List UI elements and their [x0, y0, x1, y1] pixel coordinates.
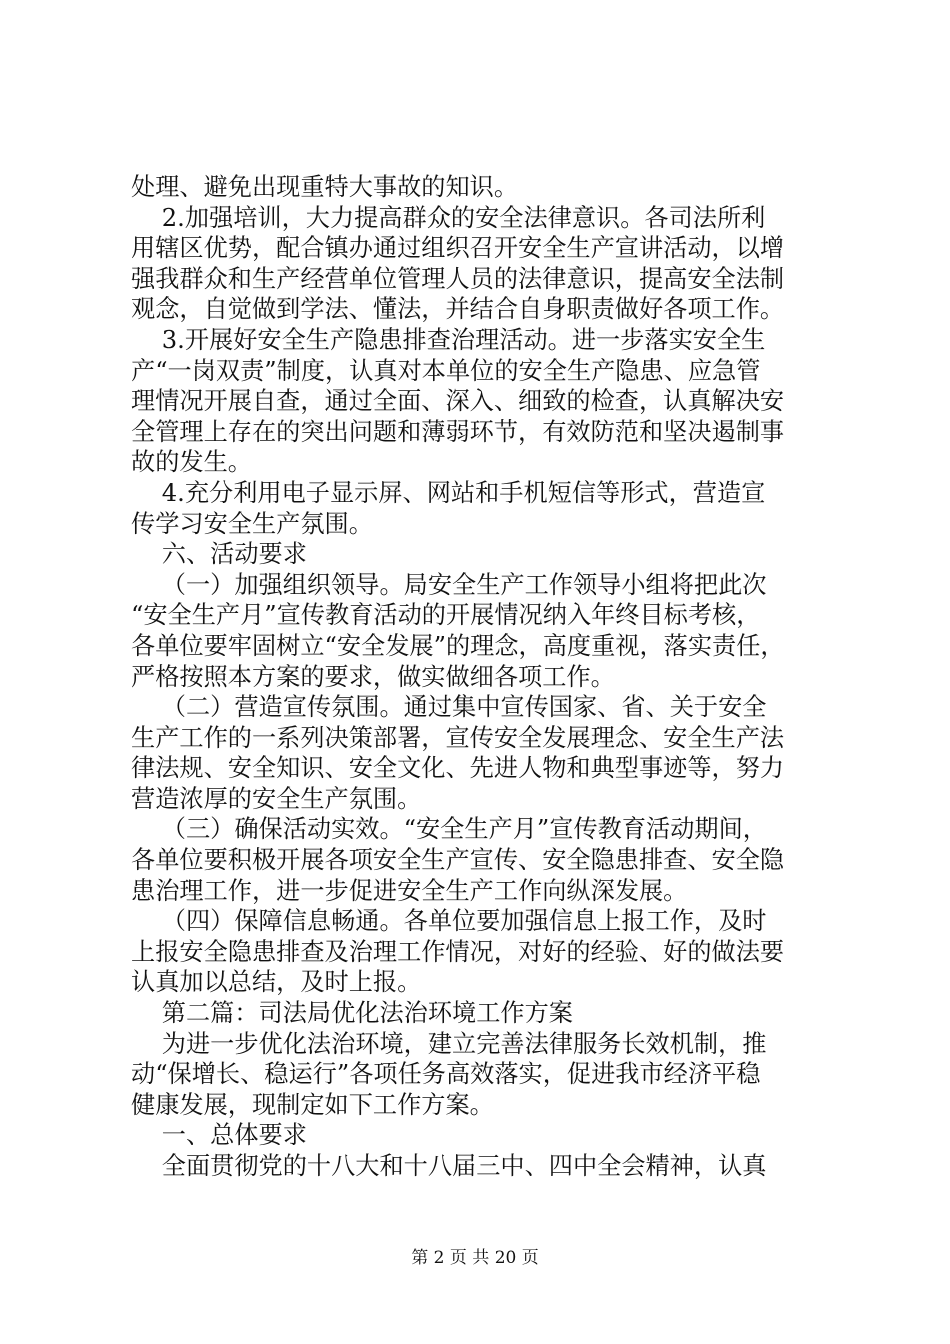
text-line: 2.加强培训，大力提高群众的安全法律意识。各司法所利: [131, 203, 766, 232]
text-line: （一）加强组织领导。局安全生产工作领导小组将把此次: [131, 570, 767, 599]
text-line: 故的发生。: [131, 448, 252, 477]
body-text: [131, 172, 835, 1182]
text-line: 营造浓厚的安全生产氛围。: [131, 784, 422, 813]
text-line: 律法规、安全知识、安全文化、先进人物和典型事迹等，努力: [131, 754, 785, 783]
text-line: “安全生产月”宣传教育活动的开展情况纳入年终目标考核，: [131, 601, 761, 630]
text-line: （四）保障信息畅通。各单位要加强信息上报工作，及时: [131, 907, 767, 936]
text-line: 强我群众和生产经营单位管理人员的法律意识，提高安全法制: [131, 264, 785, 293]
page-number: 第 2 页 共 20 页: [411, 1248, 539, 1268]
text-line: 上报安全隐患排查及治理工作情况，对好的经验、好的做法要: [131, 937, 785, 966]
text-line: 产“一岗双责”制度，认真对本单位的安全生产隐患、应急管: [131, 356, 761, 385]
text-line: 各单位要积极开展各项安全生产宣传、安全隐患排查、安全隐: [131, 846, 785, 875]
text-line: 观念，自觉做到学法、懂法，并结合自身职责做好各项工作。: [131, 295, 785, 324]
text-line: 生产工作的一系列决策部署，宣传安全发展理念、安全生产法: [131, 723, 785, 752]
text-line: 全管理上存在的突出问题和薄弱环节，有效防范和坚决遏制事: [131, 417, 785, 446]
text-line: （二）营造宣传氛围。通过集中宣传国家、省、关于安全: [131, 693, 767, 722]
page-footer: [0, 1243, 950, 1268]
text-line: 健康发展，现制定如下工作方案。: [131, 1090, 494, 1119]
text-line: （三）确保活动实效。“安全生产月”宣传教育活动期间，: [131, 815, 767, 844]
chapter-heading: 第二篇：司法局优化法治环境工作方案: [131, 999, 573, 1028]
text-line: 严格按照本方案的要求，做实做细各项工作。: [131, 662, 615, 691]
text-line: 动“保增长、稳运行”各项任务高效落实，促进我市经济平稳: [131, 1060, 761, 1089]
text-line: 3.开展好安全生产隐患排查治理活动。进一步落实安全生: [131, 325, 766, 354]
text-line: 为进一步优化法治环境，建立完善法律服务长效机制，推: [131, 1029, 767, 1058]
text-line: 理情况开展自查，通过全面、深入、细致的检查，认真解决安: [131, 387, 785, 416]
text-line: 用辖区优势，配合镇办通过组织召开安全生产宣讲活动，以增: [131, 234, 785, 263]
text-line: 各单位要牢固树立“安全发展”的理念，高度重视，落实责任，: [131, 631, 785, 660]
text-line: 传学习安全生产氛围。: [131, 509, 373, 538]
section-heading: 六、活动要求: [131, 540, 307, 569]
text-line: 认真加以总结，及时上报。: [131, 968, 422, 997]
text-line: 处理、避免出现重特大事故的知识。: [131, 173, 519, 201]
text-line: 全面贯彻党的十八大和十八届三中、四中全会精神，认真: [131, 1152, 767, 1180]
section-heading: 一、总体要求: [131, 1121, 307, 1150]
text-line: 患治理工作，进一步促进安全生产工作向纵深发展。: [131, 876, 688, 905]
text-line: 4.充分利用电子显示屏、网站和手机短信等形式，营造宣: [131, 478, 766, 507]
